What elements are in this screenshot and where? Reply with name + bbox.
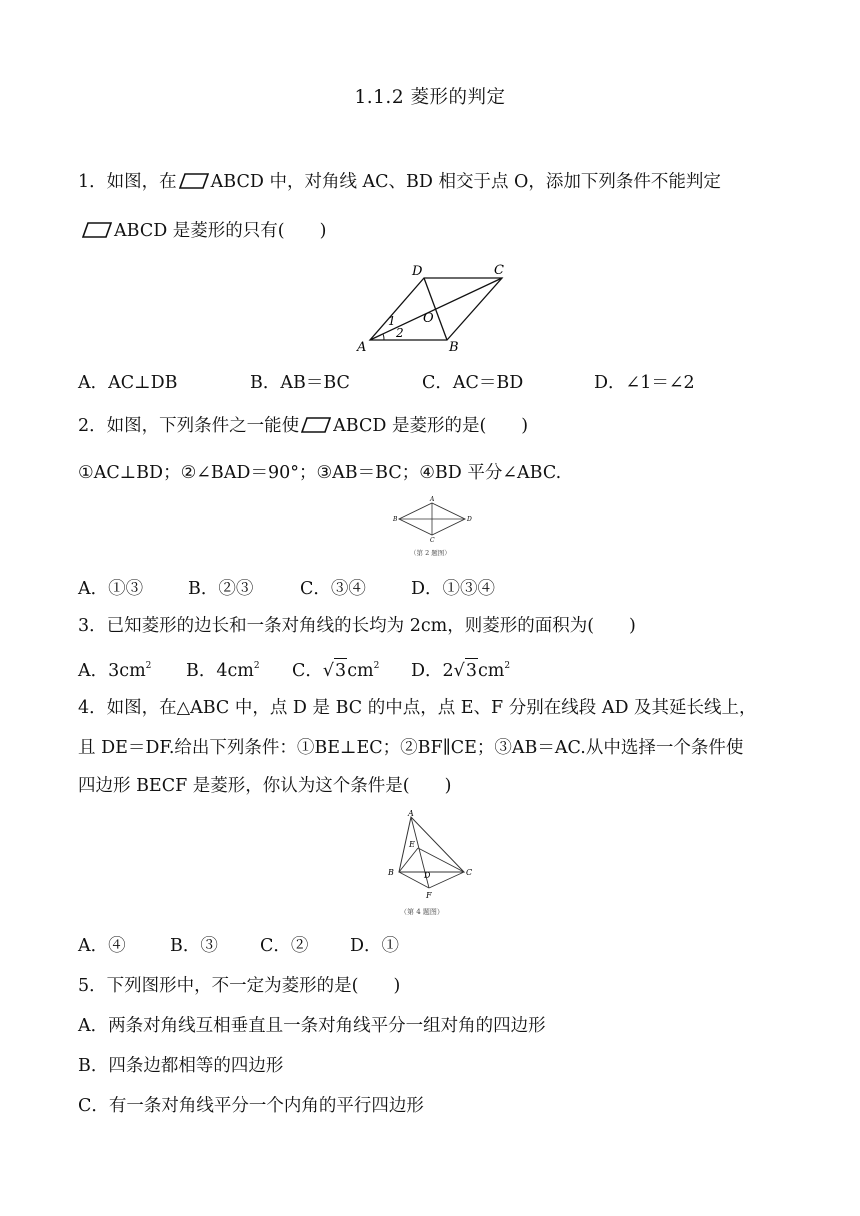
q3-option-c — [292, 654, 379, 683]
q3-option-a-sup: 2 — [145, 661, 152, 671]
q1-label-B: B — [449, 340, 459, 355]
q4-option-b: B．③ — [170, 936, 218, 956]
q1-line1 — [78, 170, 721, 194]
q2-label-D: D — [467, 516, 472, 523]
q4-line1: 4．如图，在△ABC 中，点 D 是 BC 的中点，点 E、F 分别在线段 AD 及其延长线上， — [78, 698, 757, 718]
q3-option-c-prefix: C． — [292, 661, 323, 681]
q1-label-A: A — [357, 340, 367, 355]
q2-label-B: B — [393, 516, 398, 523]
q2-stem-after: ABCD 是菱形的是( ) — [333, 416, 529, 436]
q4-line2: 且 DE＝DF.给出下列条件：①BE⊥EC；②BF∥CE；③AB＝AC.从中选择一个条件使 — [78, 738, 744, 758]
q4-caption: （第 4 题图） — [400, 908, 444, 916]
parallelogram-icon — [179, 173, 209, 189]
q3-option-b-text: B．4cm — [186, 661, 254, 681]
q1-label-O: O — [423, 311, 434, 326]
page-title: 1.1.2 菱形的判定 — [354, 87, 506, 108]
q3-option-b-sup: 2 — [253, 661, 260, 671]
sqrt-sign: √3 — [323, 658, 347, 683]
q4-line3: 四边形 BECF 是菱形，你认为这个条件是( ) — [78, 776, 452, 796]
q2-conditions: ①AC⊥BD；②∠BAD＝90°；③AB＝BC；④BD 平分∠ABC. — [78, 463, 562, 483]
q2-option-b: B．②③ — [188, 579, 254, 599]
q5-option-a: A．两条对角线互相垂直且一条对角线平分一组对角的四边形 — [78, 1016, 546, 1036]
q2-caption: （第 2 题图） — [410, 549, 451, 557]
q1-label-2: 2 — [396, 326, 404, 340]
q1-label-C: C — [494, 263, 504, 278]
q5-option-c: C．有一条对角线平分一个内角的平行四边形 — [78, 1096, 424, 1116]
q3-option-a — [78, 654, 151, 683]
q4-option-a: A．④ — [78, 936, 126, 956]
q1-figure — [350, 258, 510, 358]
q1-option-a: A．AC⊥DB — [78, 373, 178, 393]
q2-label-C: C — [430, 537, 435, 544]
q3-option-d — [411, 654, 510, 683]
parallelogram-icon — [301, 417, 331, 433]
q4-label-C: C — [466, 868, 473, 877]
q4-label-E: E — [409, 840, 415, 849]
q1-label-D: D — [412, 264, 423, 279]
q3-option-c-sup: 2 — [373, 661, 380, 671]
parallelogram-icon — [82, 222, 112, 238]
q4-figure — [384, 808, 484, 924]
q2-option-a: A．①③ — [78, 579, 144, 599]
q1-option-b: B．AB＝BC — [250, 373, 350, 393]
q4-option-d: D．① — [350, 936, 400, 956]
q3-option-d-sup: 2 — [504, 661, 511, 671]
q2-line1 — [78, 414, 528, 438]
q3-option-d-prefix: D．2 — [411, 661, 454, 681]
q1-stem-line1: ABCD 中，对角线 AC、BD 相交于点 O，添加下列条件不能判定 — [210, 172, 721, 192]
q2-stem-before: 2．如图，下列条件之一能使 — [78, 416, 300, 436]
q3-option-c-unit: cm — [347, 661, 374, 681]
q5-stem: 5．下列图形中，不一定为菱形的是( ) — [78, 976, 401, 996]
q3-option-d-unit: cm — [477, 661, 505, 681]
q1-option-c: C．AC＝BD — [422, 373, 524, 393]
q2-option-c: C．③④ — [300, 579, 366, 599]
sqrt-sign: √3 — [454, 658, 478, 683]
q1-number: 1．如图，在 — [78, 172, 177, 192]
q3-option-d-radicand: 3 — [465, 658, 478, 683]
q2-label-A: A — [430, 496, 435, 503]
q5-option-b: B．四条边都相等的四边形 — [78, 1056, 284, 1076]
q3-option-b — [186, 654, 260, 683]
q4-option-c: C．② — [260, 936, 309, 956]
q1-line2 — [82, 219, 326, 243]
q1-stem-line2: ABCD 是菱形的只有( ) — [114, 221, 327, 241]
q2-option-d: D．①③④ — [411, 579, 496, 599]
q1-option-d: D．∠1＝∠2 — [594, 373, 695, 393]
q4-label-D: D — [424, 871, 431, 880]
q3-option-c-radicand: 3 — [334, 658, 347, 683]
q1-label-1: 1 — [388, 314, 396, 328]
q2-figure — [388, 494, 478, 560]
q3-option-a-text: A．3cm — [78, 661, 146, 681]
q4-label-F: F — [426, 891, 432, 900]
q3-stem: 3．已知菱形的边长和一条对角线的长均为 2cm，则菱形的面积为( ) — [78, 616, 636, 636]
q4-label-B: B — [388, 868, 394, 877]
q4-label-A: A — [408, 809, 414, 818]
